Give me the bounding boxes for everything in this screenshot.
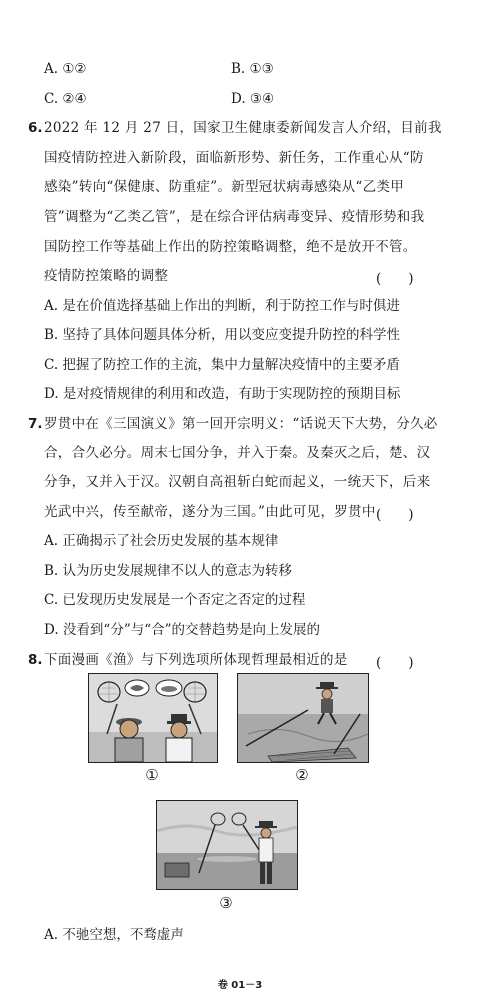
q6-stem-line-5: 国防控工作等基础上作出的防控策略调整，绝不是放开不管。	[44, 239, 417, 255]
q7-stem-line-3: 分争，又并入于汉。汉朝自高祖斩白蛇而起义，一统天下，后来	[44, 474, 431, 490]
q6-option-c: C. 把握了防控工作的主流，集中力量解决疫情中的主要矛盾	[44, 357, 400, 373]
cartoon-1-caption: ①	[145, 766, 159, 784]
q7-stem-line-2: 合，合久必分。周末七国分争，并入于秦。及秦灭之后，楚、汉	[44, 445, 431, 461]
q7-option-b: B. 认为历史发展规律不以人的意志为转移	[44, 563, 293, 579]
q8-stem: 下面漫画《渔》与下列选项所体现哲理最相近的是	[44, 652, 348, 668]
q7-stem-line-4: 光武中兴，传至献帝，遂分为三国。”由此可见，罗贯中	[44, 504, 376, 520]
cartoon-3-caption: ③	[219, 894, 233, 912]
cartoon-1-illustration	[89, 674, 217, 762]
cartoon-2-illustration	[238, 674, 368, 762]
q6-number: 6.	[28, 120, 43, 136]
q6-stem-line-1: 2022 年 12 月 27 日，国家卫生健康委新闻发言人介绍，目前我	[44, 120, 442, 136]
q8-number: 8.	[28, 652, 43, 668]
q6-answer-paren[interactable]: ( )	[376, 271, 414, 287]
q6-option-a: A. 是在价值选择基础上作出的判断，利于防控工作与时俱进	[44, 298, 400, 314]
q5-option-d: D. ③④	[231, 91, 275, 107]
q7-option-c: C. 已发现历史发展是一个否定之否定的过程	[44, 592, 306, 608]
q6-stem-line-3: 感染”转向“保健康、防重症”。新型冠状病毒感染从“乙类甲	[44, 179, 405, 195]
q7-option-d: D. 没看到“分”与“合”的交替趋势是向上发展的	[44, 622, 321, 638]
q6-option-d: D. 是对疫情规律的利用和改造，有助于实现防控的预期目标	[44, 386, 401, 402]
cartoon-3	[156, 800, 298, 890]
q6-stem-line-2: 国疫情防控进入新阶段，面临新形势、新任务，工作重心从“防	[44, 150, 424, 166]
q8-option-a: A. 不驰空想，不骛虚声	[44, 927, 184, 943]
cartoon-1	[88, 673, 218, 763]
q5-option-a: A. ①②	[44, 61, 87, 77]
q7-number: 7.	[28, 416, 43, 432]
cartoon-2	[237, 673, 369, 763]
page-footer: 卷 01－3	[217, 980, 263, 991]
cartoon-2-caption: ②	[295, 766, 309, 784]
q5-option-b: B. ①③	[231, 61, 274, 77]
q7-stem-line-1: 罗贯中在《三国演义》第一回开宗明义：“话说天下大势，分久必	[44, 416, 438, 432]
q7-answer-paren[interactable]: ( )	[376, 507, 414, 523]
cartoon-3-illustration	[157, 801, 297, 889]
q6-option-b: B. 坚持了具体问题具体分析，用以变应变提升防控的科学性	[44, 327, 401, 343]
q6-stem-line-4: 管”调整为“乙类乙管”，是在综合评估病毒变异、疫情形势和我	[44, 209, 425, 225]
q6-stem-line-6: 疫情防控策略的调整	[44, 268, 169, 284]
q8-answer-paren[interactable]: ( )	[376, 655, 414, 671]
q5-option-c: C. ②④	[44, 91, 87, 107]
q7-option-a: A. 正确揭示了社会历史发展的基本规律	[44, 533, 279, 549]
